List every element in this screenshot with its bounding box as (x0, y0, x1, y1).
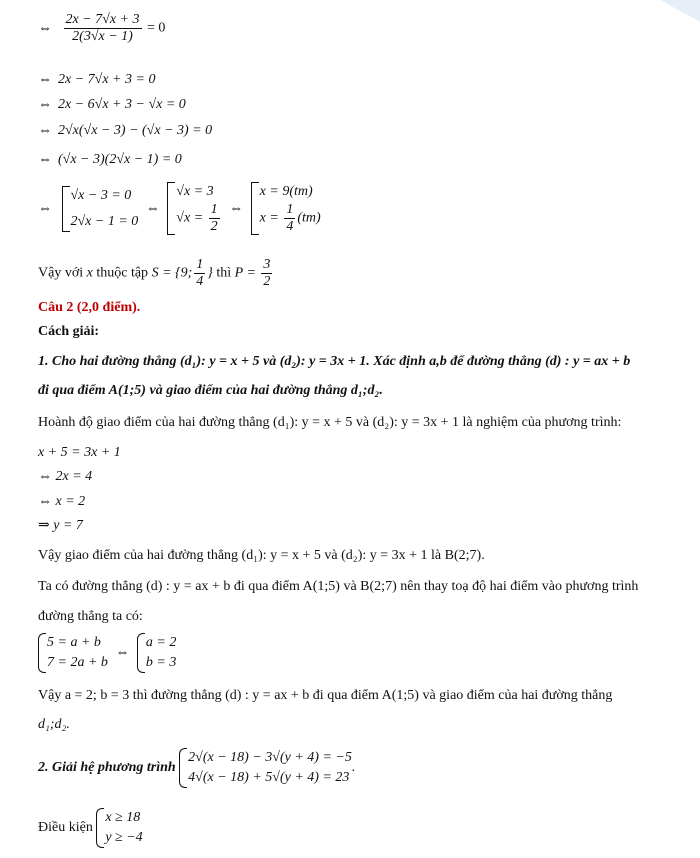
paragraph-2: Vậy giao điểm của hai đường thẳng (d₁): y = x + 5 và (d₂): y = 3x + 1 là B(2;7). (38, 548, 485, 563)
step-1 (38, 71, 155, 89)
fraction-denominator: 4 (196, 274, 204, 289)
system-row: x ≥ 18 (105, 810, 141, 825)
equiv-arrow: ⇔ (229, 200, 244, 216)
paragraph-4-line-2: d₁;d₂. (38, 717, 70, 732)
set-rhs: } (207, 265, 213, 281)
math-p: P = (234, 265, 256, 281)
question-1-line-1: 1. Cho hai đường thẳng (d₁): y = x + 5 và (d₂): y = 3x + 1. Xác định a,b để đường thẳng (d) : y = ax + b (38, 354, 631, 369)
system-row: 7 = 2a + b (47, 655, 108, 670)
step-text: 2x − 7√x + 3 = 0 (58, 72, 156, 87)
fraction-numerator: 1 (210, 202, 218, 217)
square-bracket (167, 182, 175, 235)
case-bracket-2 (167, 182, 221, 235)
text: thì (216, 265, 232, 281)
question-2 (38, 748, 355, 788)
question-2-label: 2. Giải hệ phương trình (38, 760, 176, 775)
set-lhs: S = {9; (151, 265, 193, 281)
equiv-arrow: ⇔ (38, 72, 52, 87)
fraction-numerator: 1 (196, 257, 204, 272)
step-text: 2x − 6√x + 3 − √x = 0 (58, 97, 186, 112)
case-bracket-3 (251, 182, 321, 235)
case-bracket-1 (62, 186, 139, 232)
equiv-arrow: ⇔ (115, 645, 130, 660)
paragraph-1: Hoành độ giao điểm của hai đường thẳng (d₁): y = x + 5 và (d₂): y = 3x + 1 là nghiệm của phương trình: (38, 415, 622, 430)
system-row: y ≥ −4 (105, 830, 143, 845)
math-var: x (86, 265, 93, 281)
step-text: 2√x(√x − 3) − (√x − 3) = 0 (58, 123, 213, 138)
step-fraction (38, 12, 165, 45)
system-2 (137, 633, 176, 673)
step-2 (38, 96, 186, 114)
fraction (209, 202, 220, 235)
fraction (284, 202, 295, 235)
fraction-denominator: 2 (263, 274, 271, 289)
fraction-denominator: 4 (286, 219, 294, 234)
equiv-arrow: ⇔ (38, 200, 52, 216)
system-solve (38, 633, 176, 673)
equiv-arrow: ⇔ (38, 20, 52, 36)
text: Vậy với (38, 265, 84, 281)
case-rhs: (tm) (297, 210, 321, 226)
fraction (194, 257, 205, 290)
paragraph-3-line-1: Ta có đường thẳng (d) : y = ax + b đi qua điểm A(1;5) và B(2;7) nên thay toạ độ hai điểm vào phương trình (38, 579, 639, 594)
case-row (260, 202, 321, 235)
condition-label: Điều kiện (38, 820, 93, 835)
fraction-numerator: 2x − 7√x + 3 (65, 12, 140, 27)
curly-brace (137, 633, 145, 673)
case-row (176, 202, 221, 235)
fraction-denominator: 2 (210, 219, 218, 234)
case-row: x = 9(tm) (259, 184, 313, 199)
fraction-rhs: = 0 (147, 20, 166, 36)
conclusion (38, 257, 274, 290)
case-row: 2√x − 1 = 0 (70, 213, 139, 229)
system-row: 5 = a + b (47, 635, 101, 650)
square-bracket (62, 186, 70, 232)
step-text: (√x − 3)(2√x − 1) = 0 (58, 152, 182, 167)
fraction-denominator: 2(3√x − 1) (72, 29, 133, 44)
system-row: 2√(x − 18) − 3√(y + 4) = −5 (188, 750, 352, 765)
question-1-line-2: đi qua điểm A(1;5) và giao điểm của hai đường thẳng d₁;d₂. (38, 383, 383, 398)
paragraph-4-line-1: Vậy a = 2; b = 3 thì đường thẳng (d) : y = ax + b đi qua điểm A(1;5) và giao điểm của hai đường thẳng (38, 688, 613, 703)
case-split (38, 182, 321, 235)
equiv-arrow: ⇔ (145, 200, 160, 216)
period: . (351, 760, 356, 775)
condition-system (96, 808, 142, 848)
fraction-numerator: 3 (263, 257, 271, 272)
system-row: a = 2 (145, 635, 177, 650)
fraction (64, 12, 142, 45)
system-q2 (179, 748, 352, 788)
curly-brace (179, 748, 187, 788)
equation-4: ⇒ y = 7 (38, 518, 83, 533)
question-heading: Câu 2 (2,0 điểm). (38, 300, 141, 315)
curly-brace (96, 808, 104, 848)
equation-3: ⇔ x = 2 (38, 494, 86, 509)
equation-2: ⇔ 2x = 4 (38, 469, 93, 484)
step-3 (38, 122, 212, 140)
system-row: 4√(x − 18) + 5√(y + 4) = 23 (188, 770, 350, 785)
condition (38, 808, 143, 848)
equiv-arrow: ⇔ (38, 123, 52, 138)
fraction-numerator: 1 (286, 202, 294, 217)
case-lhs: √x = (176, 210, 204, 226)
fraction (261, 257, 272, 290)
curly-brace (38, 633, 46, 673)
solution-label: Cách giải: (38, 324, 100, 339)
equation-1: x + 5 = 3x + 1 (38, 445, 121, 460)
case-row: √x − 3 = 0 (70, 187, 132, 203)
case-lhs: x = (259, 210, 279, 226)
text: thuộc tập (96, 265, 149, 281)
paragraph-3-line-2: đường thẳng ta có: (38, 609, 143, 624)
square-bracket (251, 182, 259, 235)
case-row: √x = 3 (176, 184, 214, 199)
system-1 (38, 633, 108, 673)
equiv-arrow: ⇔ (38, 152, 52, 167)
equiv-arrow: ⇔ (38, 97, 52, 112)
corner-decoration (640, 0, 700, 22)
system-row: b = 3 (145, 655, 177, 670)
step-4 (38, 151, 182, 169)
